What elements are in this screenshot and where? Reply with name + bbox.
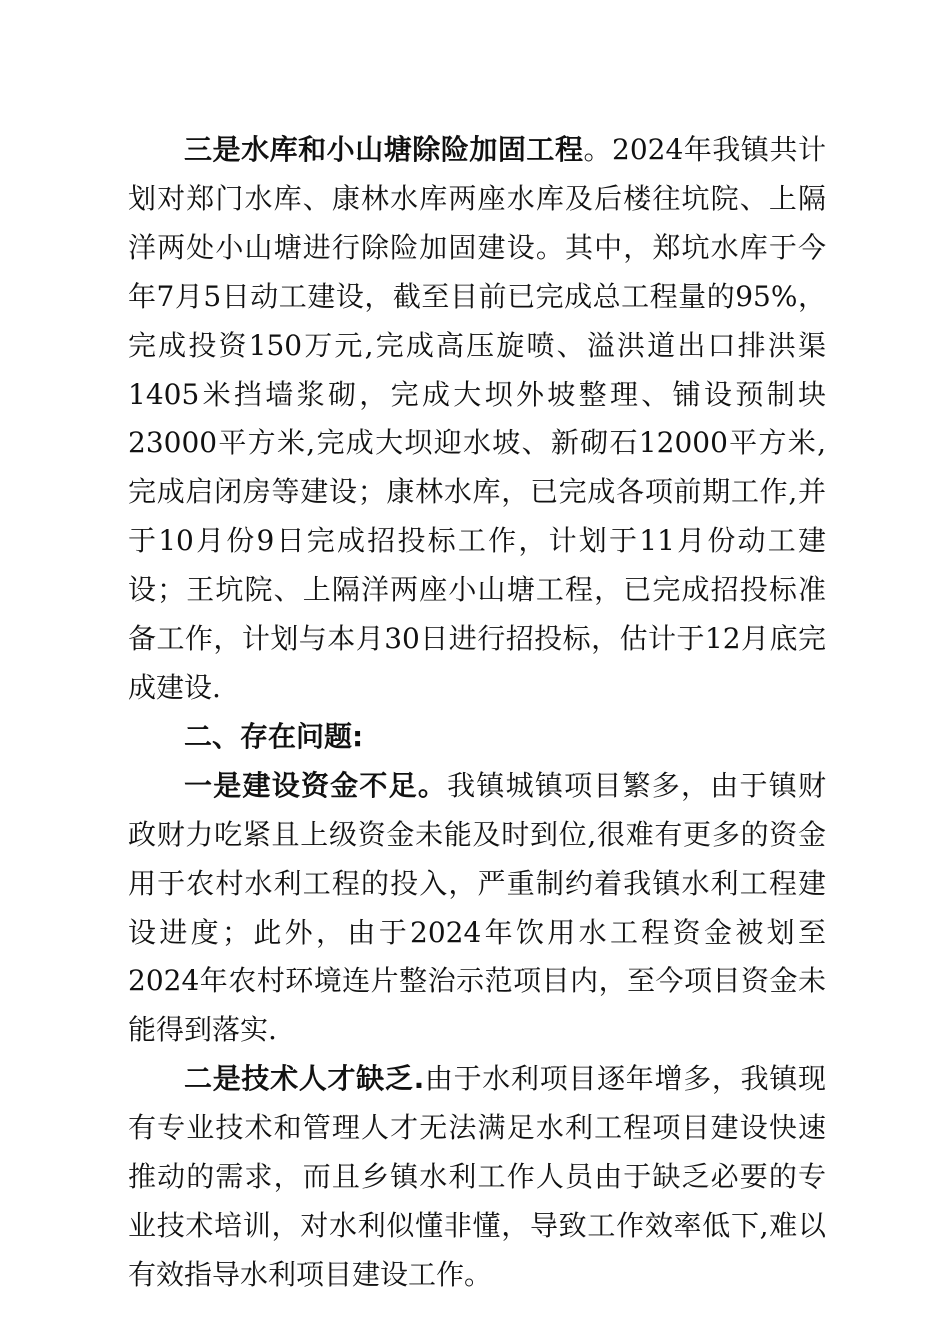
- paragraph-lead-heading: 二是技术人才缺乏.: [184, 1062, 425, 1096]
- paragraph-talent-shortage: [128, 1055, 826, 1300]
- paragraph-text: 。2024年我镇共计划对郑门水库、康林水库两座水库及后楼往坑院、上隔洋两处小山塘进行除险加固建设。其中，郑坑水库于今年7月5日动工建设，截至目前已完成总工程量的95%，完成投资150万元,完成高压旋喷、溢洪道出口排洪渠1405米挡墙浆砌，完成大坝外坡整理、铺设预制块23000平方米,完成大坝迎水坡、新砌石12000平方米,完成启闭房等建设；康林水库，已完成各项前期工作,并于10月份9日完成招投标工作，计划于11月份动工建设；王坑院、上隔洋两座小山塘工程，已完成招投标准备工作，计划与本月30日进行招投标，估计于12月底完成建设.: [128, 133, 826, 704]
- paragraph-lead-heading: 一是建设资金不足。: [184, 768, 448, 802]
- section-heading-problems: 二、存在问题:: [184, 719, 364, 753]
- paragraph-text: 由于水利项目逐年增多，我镇现有专业技术和管理人才无法满足水利工程项目建设快速推动的需求，而且乡镇水利工作人员由于缺乏必要的专业技术培训，对水利似懂非懂，导致工作效率低下,难以有效指导水利项目建设工作。: [128, 1062, 826, 1291]
- paragraph-reservoir-reinforcement: [128, 126, 826, 713]
- paragraph-lead-heading: 三是水库和小山塘除险加固工程: [184, 133, 584, 166]
- paragraph-text: 我镇城镇项目繁多，由于镇财政财力吃紧且上级资金未能及时到位,很难有更多的资金用于农村水利工程的投入，严重制约着我镇水利工程建设进度；此外，由于2024年饮用水工程资金被划至2024年农村环境连片整治示范项目内，至今项目资金未能得到落实.: [128, 768, 826, 1047]
- paragraph-funding-shortage: [128, 762, 826, 1055]
- document-body: [128, 126, 826, 1300]
